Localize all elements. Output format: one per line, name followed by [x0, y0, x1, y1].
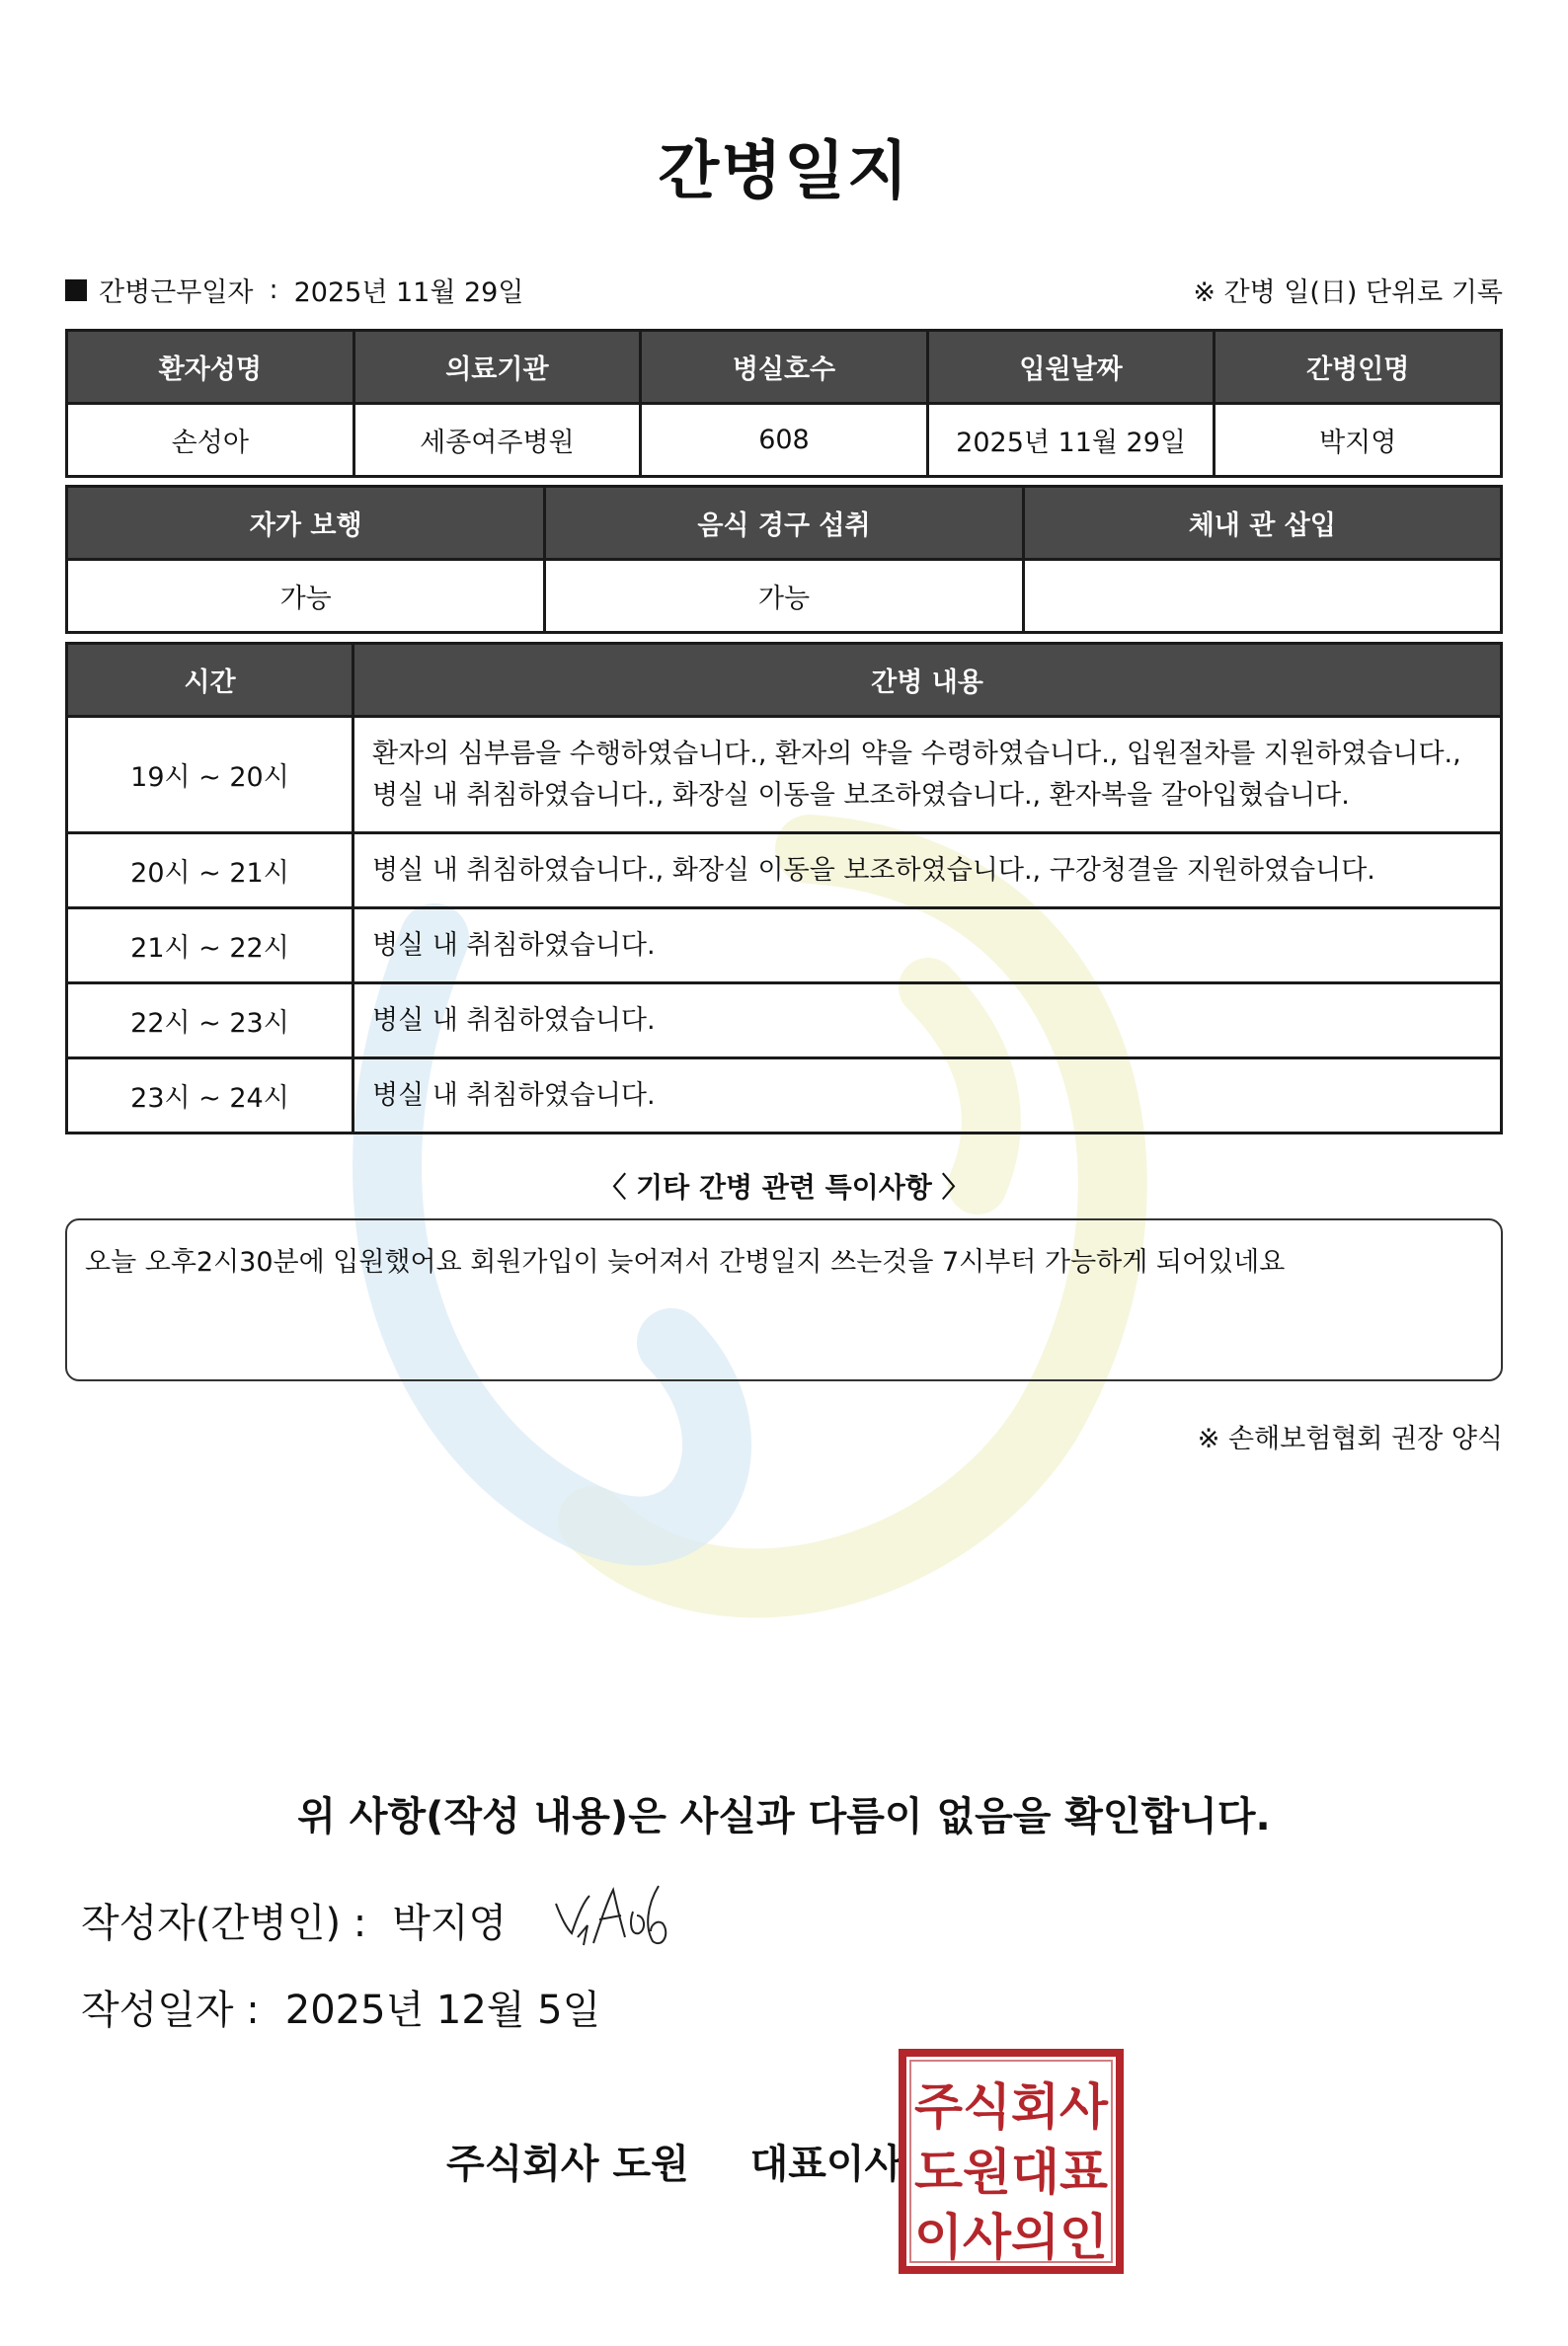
log-content-line: 환자의 심부름을 수행하였습니다., 환자의 약을 수령하였습니다., 입원절차를 지원하였습니다.,	[372, 738, 1461, 769]
written-date-label: 작성일자 :	[81, 1988, 260, 2033]
written-date-value: 2025년 12월 5일	[284, 1988, 601, 2033]
header-admission-date: 입원날짜	[927, 331, 1215, 404]
log-content: 병실 내 취침하였습니다.	[353, 908, 1502, 983]
log-time: 21시 ~ 22시	[67, 908, 353, 983]
confirmation-statement: 위 사항(작성 내용)은 사실과 다름이 없음을 확인합니다.	[297, 1794, 1271, 1839]
log-content: 병실 내 취침하였습니다., 화장실 이동을 보조하였습니다., 구강청결을 지원하였습니다.	[353, 833, 1502, 908]
unit-note: ※ 간병 일(日) 단위로 기록	[1193, 277, 1503, 308]
patient-info-table	[65, 329, 1503, 478]
log-time: 19시 ~ 20시	[67, 717, 353, 833]
patient-status-table	[65, 485, 1503, 634]
company-seal-stamp	[899, 2049, 1124, 2274]
company-representative-title: 대표이사	[749, 2142, 903, 2187]
caregiver-name: 박지영	[1215, 404, 1502, 477]
work-date-row	[65, 271, 1503, 310]
admission-date: 2025년 11월 29일	[927, 404, 1215, 477]
work-date-label: 간병근무일자	[99, 277, 254, 308]
header-patient-name: 환자성명	[67, 331, 354, 404]
work-date	[65, 271, 523, 309]
log-time: 20시 ~ 21시	[67, 833, 353, 908]
care-log-table	[65, 642, 1503, 1134]
self-walking-value: 가능	[67, 560, 545, 633]
tube-insertion-value	[1023, 560, 1501, 633]
hospital-name: 세종여주병원	[353, 404, 641, 477]
table-row	[67, 404, 1502, 477]
square-bullet-icon	[65, 279, 87, 301]
special-notes-heading: 〈 기타 간병 관련 특이사항 〉	[598, 1171, 970, 1204]
seal-text-row: 도원대표	[914, 2144, 1109, 2201]
form-source-note: ※ 손해보험협회 권장 양식	[1197, 1424, 1503, 1454]
header-caregiver-name: 간병인명	[1215, 331, 1502, 404]
writer-label: 작성자(간병인) :	[81, 1901, 367, 1946]
table-row	[67, 833, 1502, 908]
log-content	[353, 717, 1502, 833]
writer-line	[81, 1892, 507, 1948]
header-time: 시간	[67, 644, 353, 717]
work-date-separator: :	[269, 274, 278, 305]
seal-text-row: 이사의인	[914, 2209, 1108, 2266]
seal-text-row: 주식회사	[914, 2078, 1109, 2136]
handwritten-signature	[548, 1876, 696, 1955]
log-content: 병실 내 취침하였습니다.	[353, 983, 1502, 1058]
page-title: 간병일지	[658, 135, 910, 208]
log-content-line: 병실 내 취침하였습니다., 화장실 이동을 보조하였습니다., 환자복을 갈아입혔습니다.	[372, 779, 1350, 811]
table-row	[67, 560, 1502, 633]
table-header-row	[67, 331, 1502, 404]
company-signature-line	[446, 2133, 902, 2189]
header-tube-insertion: 체내 관 삽입	[1023, 487, 1501, 560]
header-hospital: 의료기관	[353, 331, 641, 404]
special-notes-text: 오늘 오후2시30분에 입원했어요 회원가입이 늦어져서 간병일지 쓰는것을 7시부터 가능하게 되어있네요	[85, 1247, 1286, 1278]
table-header-row	[67, 644, 1502, 717]
table-row	[67, 983, 1502, 1058]
table-header-row	[67, 487, 1502, 560]
log-time: 23시 ~ 24시	[67, 1058, 353, 1134]
room-number: 608	[641, 404, 928, 477]
header-self-walking: 자가 보행	[67, 487, 545, 560]
special-notes-box	[65, 1218, 1503, 1381]
header-care-content: 간병 내용	[353, 644, 1502, 717]
log-time: 22시 ~ 23시	[67, 983, 353, 1058]
header-oral-intake: 음식 경구 섭취	[545, 487, 1023, 560]
oral-intake-value: 가능	[545, 560, 1023, 633]
table-row	[67, 908, 1502, 983]
written-date-line	[81, 1979, 600, 2035]
work-date-value: 2025년 11월 29일	[293, 277, 524, 308]
company-name: 주식회사 도원	[446, 2142, 689, 2187]
table-row	[67, 717, 1502, 833]
patient-name: 손성아	[67, 404, 354, 477]
header-room-number: 병실호수	[641, 331, 928, 404]
log-content: 병실 내 취침하였습니다.	[353, 1058, 1502, 1134]
writer-name: 박지영	[392, 1901, 508, 1946]
table-row	[67, 1058, 1502, 1134]
